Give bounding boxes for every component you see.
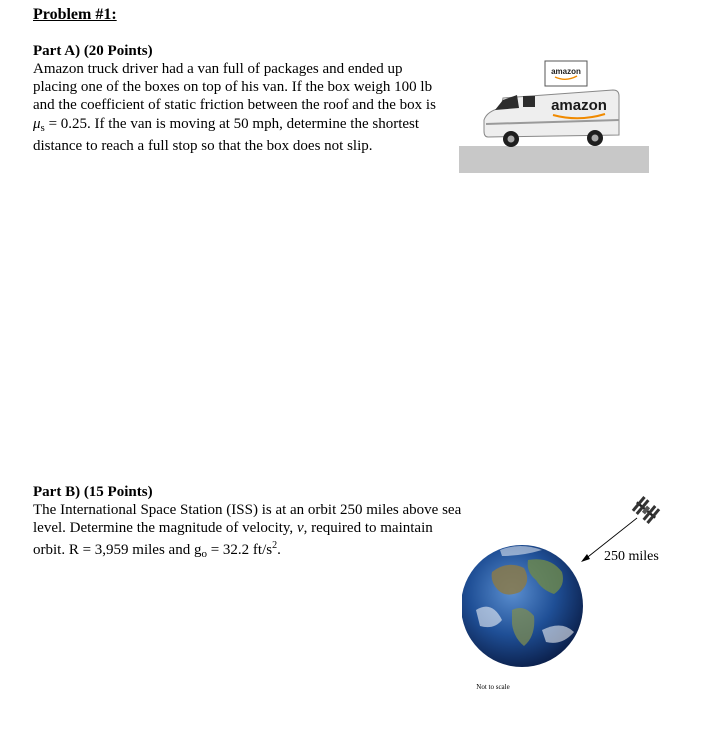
velocity-symbol: v	[296, 520, 304, 537]
part-a	[33, 42, 438, 155]
van-window	[523, 96, 535, 107]
earth-globe	[462, 545, 583, 667]
iss-orbit-figure	[462, 490, 697, 705]
exponent: 2	[272, 540, 278, 552]
part-b-heading: Part B) (15 Points)	[33, 484, 153, 500]
van-brand-label: amazon	[551, 97, 607, 114]
problem-title: Problem #1:	[33, 6, 117, 23]
box-label: amazon	[551, 67, 581, 76]
rear-hubcap	[592, 135, 599, 142]
part-b-text: The International Space Station (ISS) is at an orbit 250 miles above sea level. Determine the magnitude of velocity, v, required to maintain orbit. R = 3,959 miles and $g_o = 32.2$ $ft/s^2$.	[33, 502, 462, 561]
g-subscript: o	[201, 548, 207, 561]
part-a-heading: Part A) (20 Points)	[33, 43, 153, 59]
mu-symbol: μ	[33, 115, 41, 132]
ground-block	[459, 146, 649, 173]
amazon-van-figure	[443, 38, 661, 200]
distance-label: 250 miles	[604, 549, 659, 564]
part-b	[33, 483, 463, 564]
front-hubcap	[508, 136, 515, 143]
part-a-text: Amazon truck driver had a van full of packages and ended up placing one of the boxes on top of his van. If the box weigh 100 lb and the coefficient of static friction between the roof and the box is $\mu_s = 0.25$. If the van is moving at 50 mph, determine the shortest distance to reach a full stop so that the box does not slip.	[33, 61, 436, 154]
arrow-head-icon	[581, 554, 590, 562]
mu-subscript: s	[40, 121, 45, 134]
scale-note: Not to scale	[476, 683, 510, 691]
iss-station-icon	[631, 495, 661, 524]
